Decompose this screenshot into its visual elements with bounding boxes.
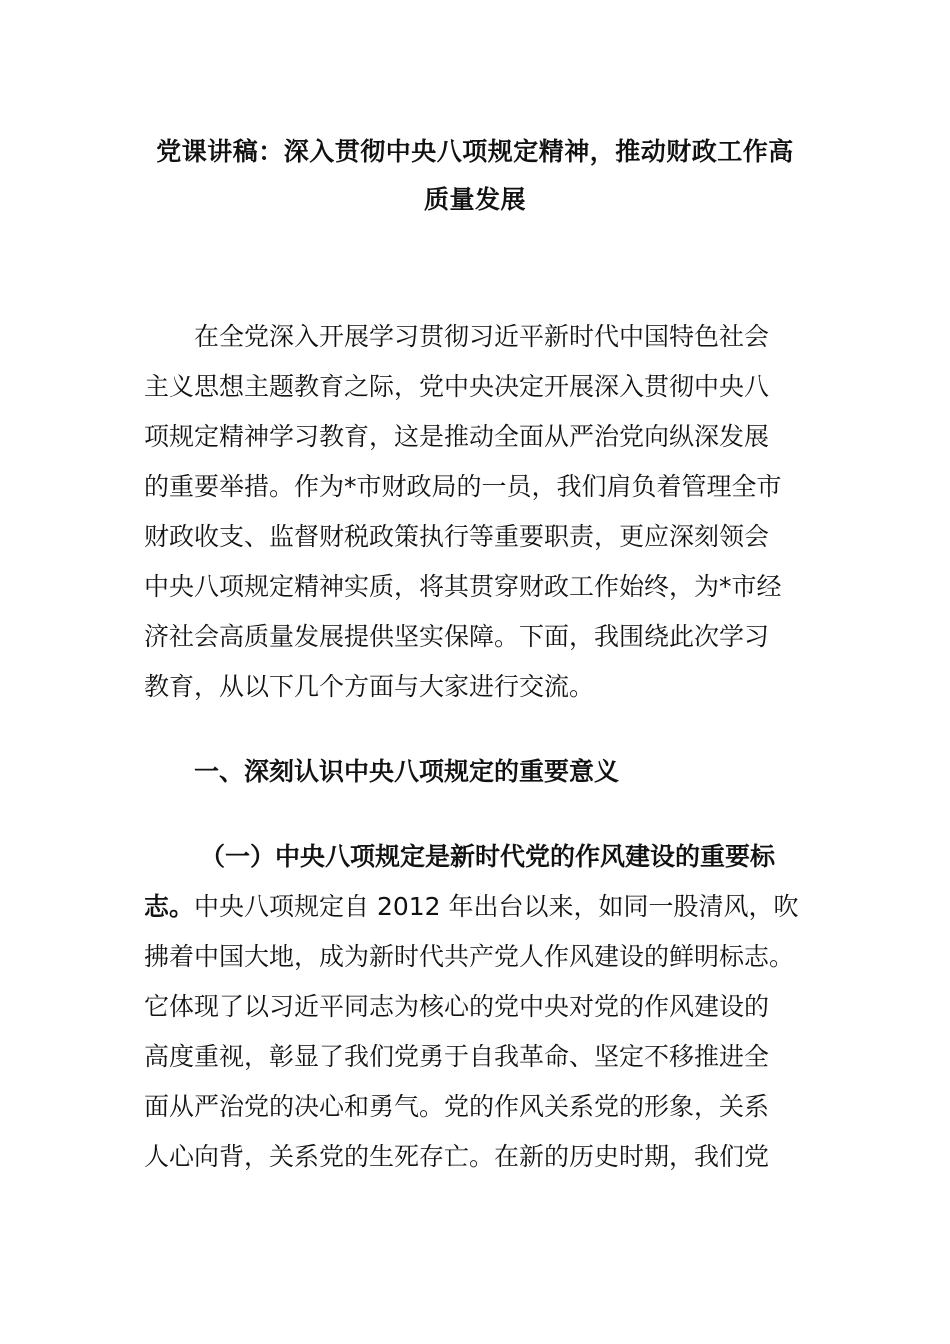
subsection-1-line-6: 面从严治党的决心和勇气。党的作风关系党的形象，关系 bbox=[144, 1092, 770, 1121]
intro-line-4: 的重要举措。作为*市财政局的一员，我们肩负着管理全市 bbox=[144, 472, 782, 501]
intro-line-1: 在全党深入开展学习贯彻习近平新时代中国特色社会 bbox=[194, 322, 770, 351]
subsection-1-line-3: 拂着中国大地，成为新时代共产党人作风建设的鲜明标志。 bbox=[144, 942, 795, 971]
intro-line-6: 中央八项规定精神实质，将其贯穿财政工作始终，为*市经 bbox=[144, 572, 782, 601]
intro-line-8: 教育，从以下几个方面与大家进行交流。 bbox=[144, 672, 595, 701]
subsection-1-line-5: 高度重视，彰显了我们党勇于自我革命、坚定不移推进全 bbox=[144, 1042, 770, 1071]
subsection-1-text-start: 中央八项规定自 2012 年出台以来，如同一股清风，吹 bbox=[194, 892, 799, 921]
intro-line-2: 主义思想主题教育之际，党中央决定开展深入贯彻中央八 bbox=[144, 372, 770, 401]
intro-line-3: 项规定精神学习教育，这是推动全面从严治党向纵深发展 bbox=[144, 422, 770, 451]
document-title-line-2: 质量发展 bbox=[423, 185, 526, 214]
subsection-1-line-4: 它体现了以习近平同志为核心的党中央对党的作风建设的 bbox=[144, 992, 770, 1021]
section-1-heading: 一、深刻认识中央八项规定的重要意义 bbox=[194, 757, 620, 786]
subsection-1-line-2 bbox=[144, 894, 799, 919]
intro-line-7: 济社会高质量发展提供坚实保障。下面，我围绕此次学习 bbox=[144, 622, 770, 651]
intro-line-5: 财政收支、监督财税政策执行等重要职责，更应深刻领会 bbox=[144, 522, 770, 551]
document-title-line-1: 党课讲稿：深入贯彻中央八项规定精神，推动财政工作高 bbox=[156, 137, 794, 166]
subsection-1-heading-line-1: （一）中央八项规定是新时代党的作风建设的重要标 bbox=[200, 842, 776, 871]
subsection-1-heading-end: 志。 bbox=[144, 892, 195, 921]
subsection-1-line-7: 人心向背，关系党的生死存亡。在新的历史时期，我们党 bbox=[144, 1142, 770, 1171]
